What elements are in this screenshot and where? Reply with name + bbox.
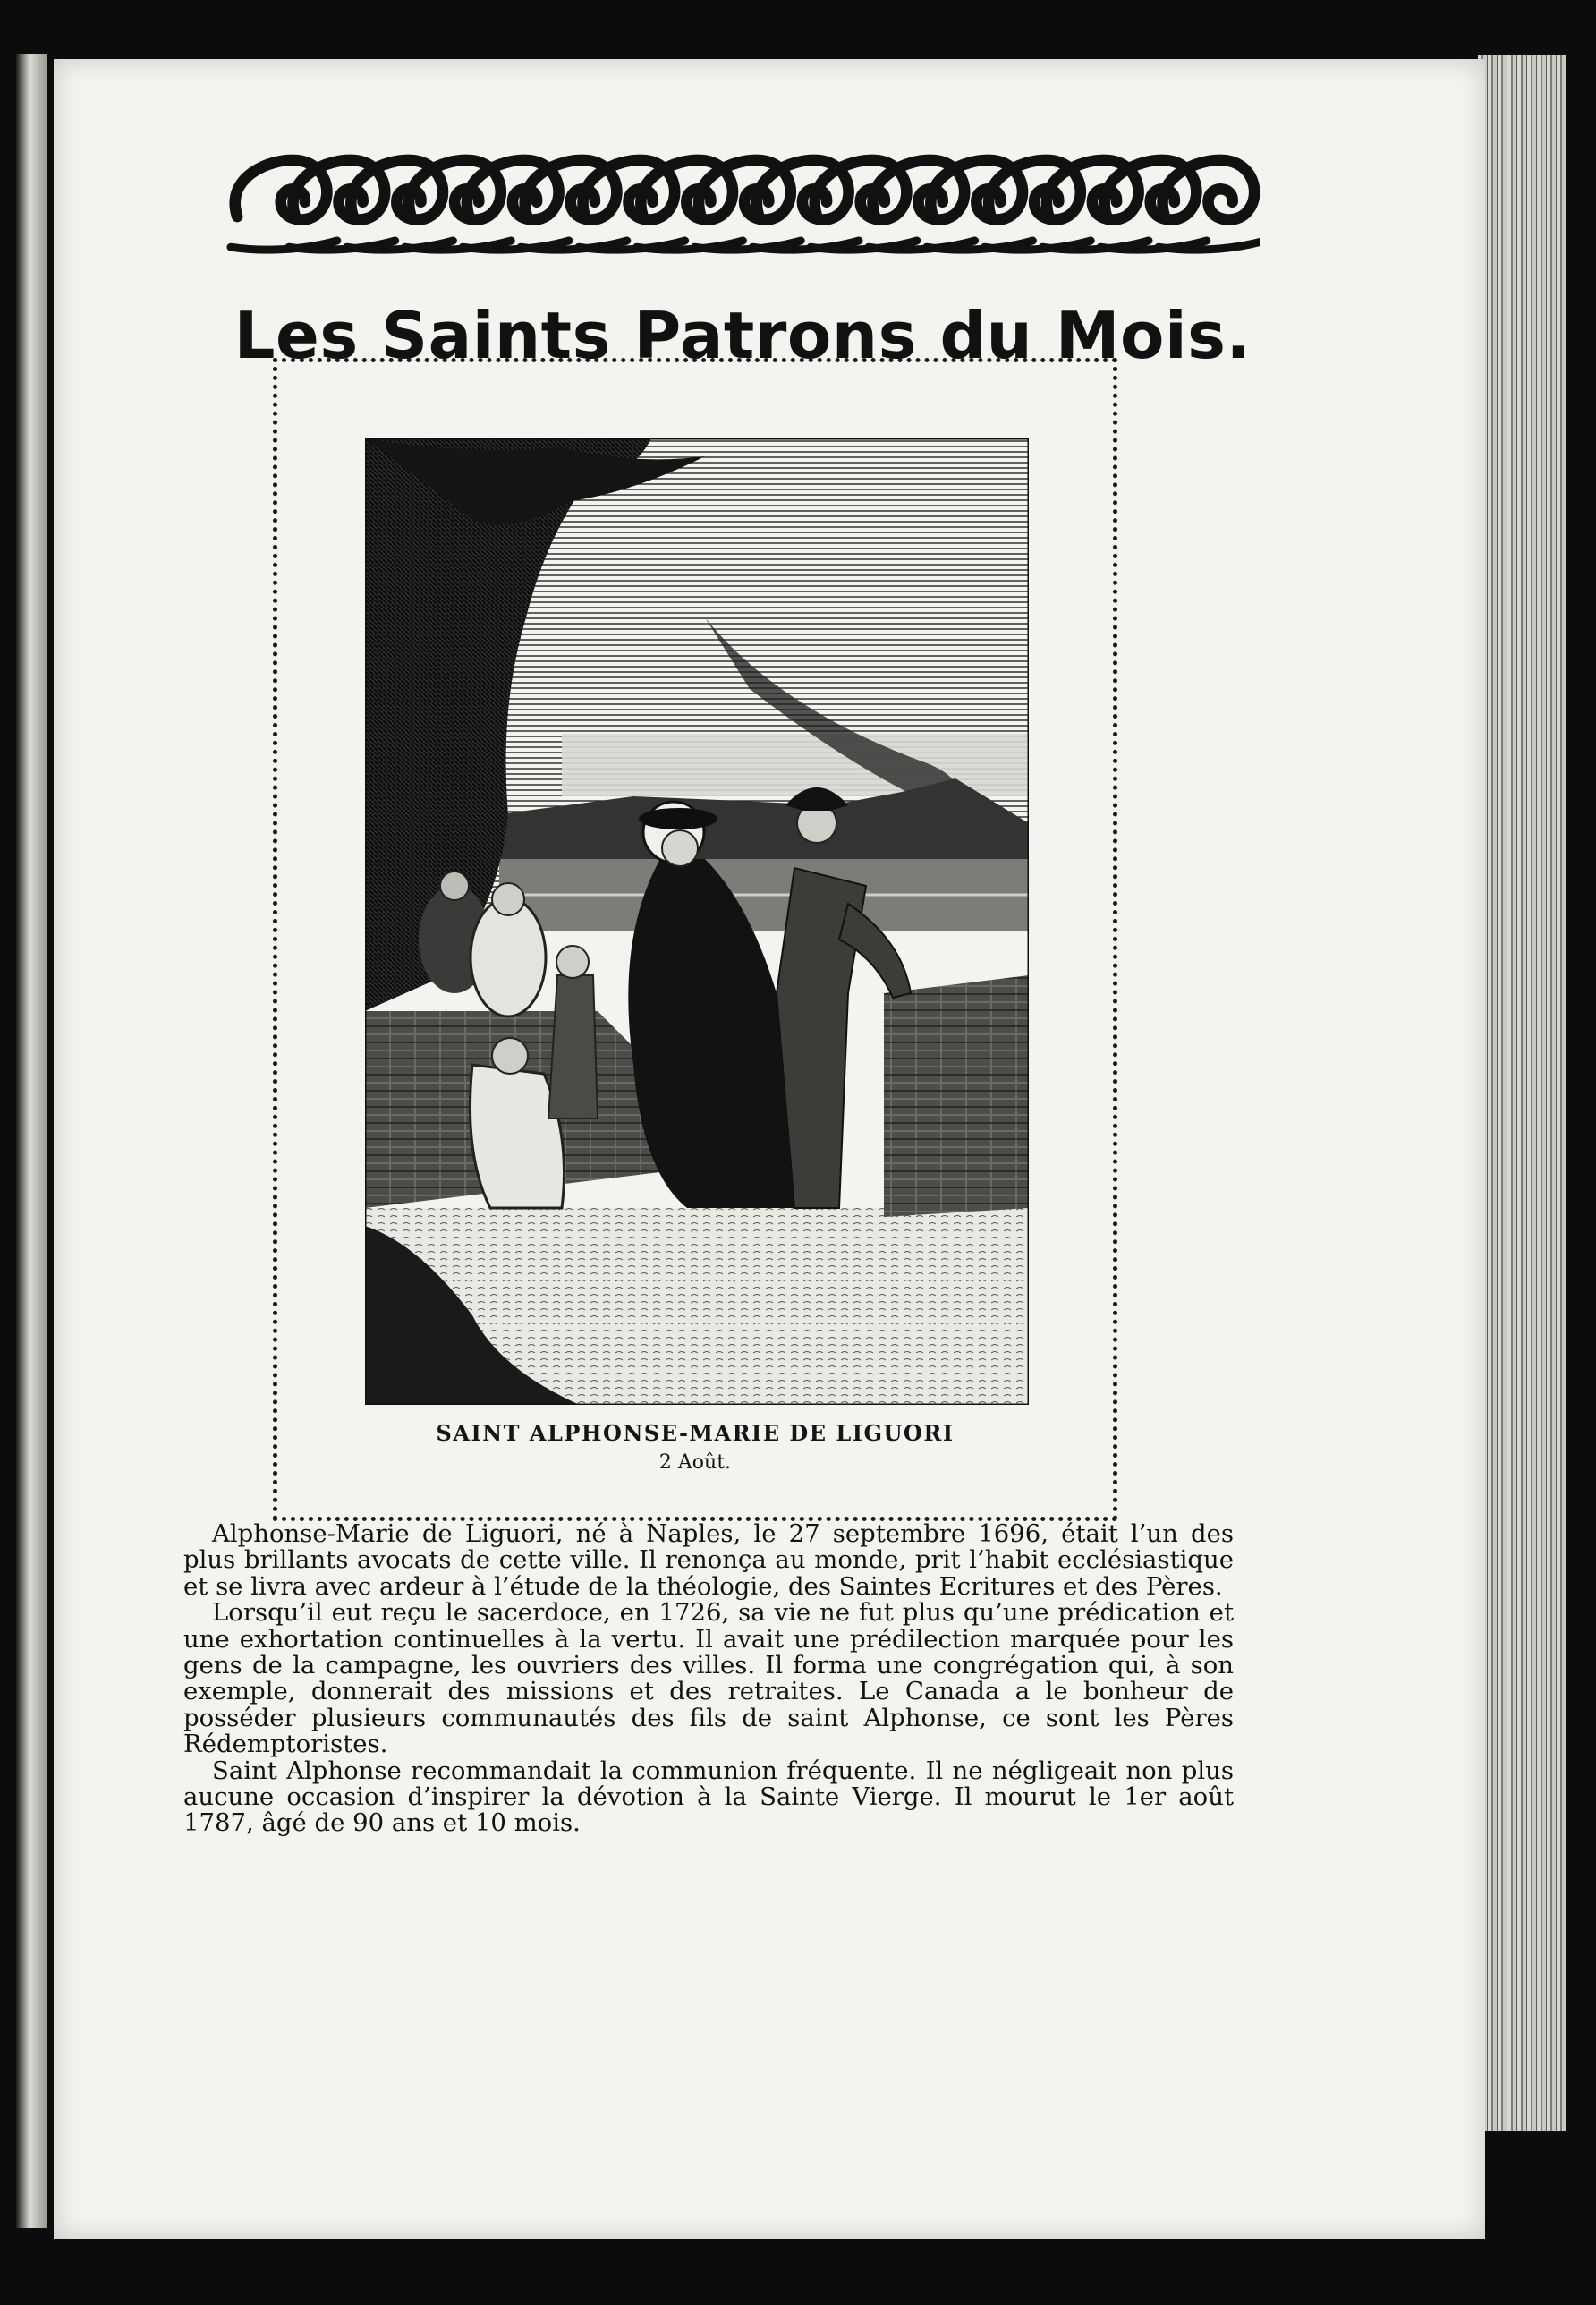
decorative-scroll-border <box>222 143 1260 286</box>
left-page-edge <box>16 54 47 2228</box>
biography-text <box>183 1521 1234 1986</box>
caption-feast-date: 2 Août. <box>658 1451 732 1474</box>
caption-saint-name: SAINT ALPHONSE-MARIE DE LIGUORI <box>436 1420 955 1446</box>
biography-paragraph: Alphonse-Marie de Liguori, né à Naples, le 27 septembre 1696, était l’un des plus brillants avocats de cette ville. Il renonça au monde, prit l’habit ecclésiastique et se livra avec ardeur à l’étude de la théologie, des Saintes Ecritures et des Pères. <box>183 1519 1234 1601</box>
page-title: Les Saints Patrons du Mois. <box>233 298 1252 373</box>
illustration-caption <box>273 1418 1117 1481</box>
biography-paragraph: Lorsqu’il eut reçu le sacerdoce, en 1726, sa vie ne fut plus qu’une prédication et une exhortation continuelles à la vertu. Il avait une prédilection marquée pour les gens de la campagne, les ouvriers des villes. Il forma une congrégation qui, à son exemple, donnerait des missions et des retraites. Le Canada a le bonheur de posséder plusieurs communautés des fils de saint Alphonse, ce sont les Pères Rédemptoristes. <box>183 1598 1234 1759</box>
saint-alphonse-engraving <box>365 438 1029 1405</box>
biography-paragraph: Saint Alphonse recommandait la communion fréquente. Il ne négligeait non plus aucune occasion d’inspirer la dévotion à la Sainte Vierge. Il mourut le 1er août 1787, âgé de 90 ans et 10 mois. <box>183 1756 1234 1838</box>
book-page-stack <box>1478 55 1566 2131</box>
